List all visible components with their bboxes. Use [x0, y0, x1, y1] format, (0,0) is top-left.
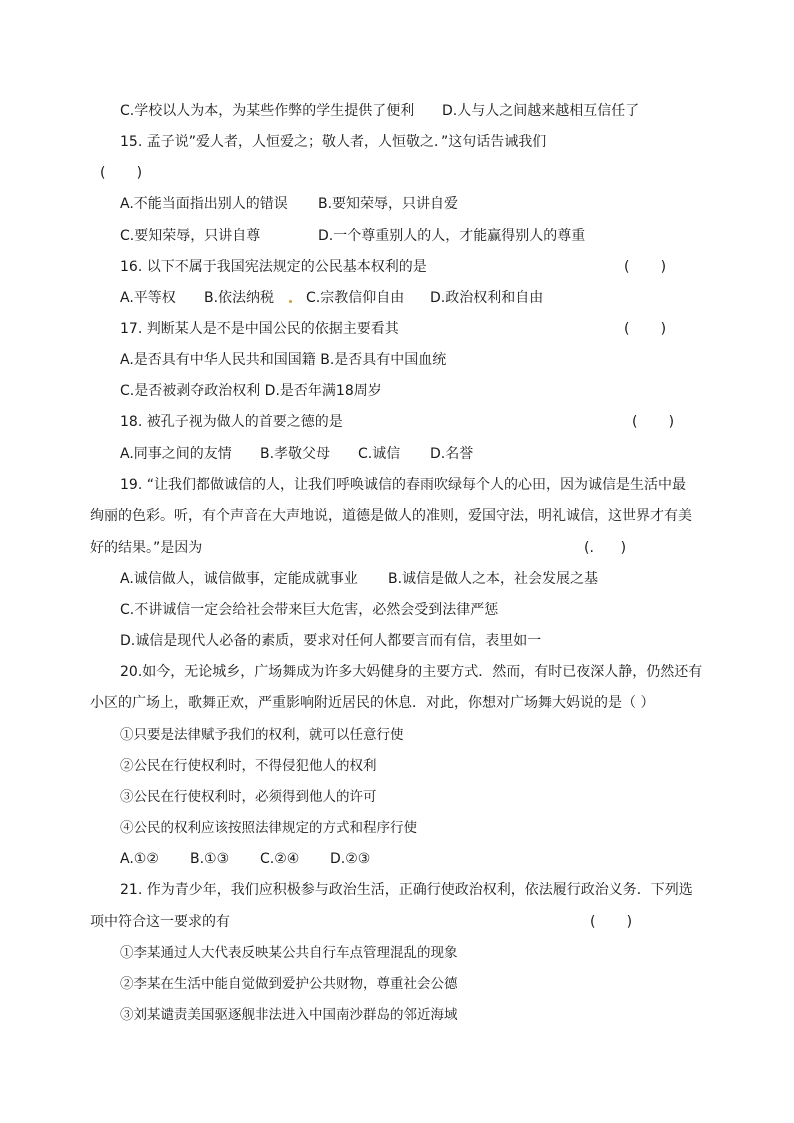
q21-stem-line-1: 21. 作为青少年，我们应积极参与政治生活，正确行使政治权利，依法履行政治义务．下列选	[120, 882, 693, 898]
q20-statement-2: ②公民在行使权利时，不得侵犯他人的权利	[120, 758, 377, 774]
q15-option-d: D.一个尊重别人的人，才能赢得别人的尊重	[318, 228, 586, 244]
q15-stem: 15. 孟子说”爱人者，人恒爱之；敬人者，人恒敬之．”这句话告诫我们	[120, 134, 547, 150]
q20-option-c: C.②④	[260, 851, 300, 867]
q16-option-b: B.依法纳税	[204, 290, 275, 306]
q19-answer-paren: (. )	[584, 540, 627, 556]
q20-statement-4: ④公民的权利应该按照法律规定的方式和程序行使	[120, 820, 417, 836]
q17-stem: 17. 判断某人是不是中国公民的依据主要看其	[120, 321, 399, 337]
q18-option-c: C.诚信	[358, 446, 401, 462]
q20-option-d: D.②③	[330, 851, 371, 867]
q15-answer-paren: ( )	[100, 165, 143, 181]
q16-option-d: D.政治权利和自由	[430, 290, 544, 306]
q14-option-c: C.学校以人为本，为某些作弊的学生提供了便利	[120, 103, 415, 119]
q18-option-d: D.名誉	[430, 446, 474, 462]
q15-option-b: B.要知荣辱，只讲自爱	[318, 196, 459, 212]
q19-stem-line-3: 好的结果。”是因为	[90, 540, 203, 556]
q19-option-c: C.不讲诚信一定会给社会带来巨大危害，必然会受到法律严惩	[120, 602, 499, 618]
q19-option-b: B.诚信是做人之本，社会发展之基	[388, 571, 599, 587]
q21-statement-1: ①李某通过人大代表反映某公共自行车点管理混乱的现象	[120, 945, 458, 961]
q14-option-d: D.人与人之间越来越相互信任了	[442, 103, 640, 119]
q18-stem: 18. 被孔子视为做人的首要之德的是	[120, 414, 343, 430]
q18-option-a: A.同事之间的友情	[120, 446, 232, 462]
q17-options-cd: C.是否被剥夺政治权利 D.是否年满18周岁	[120, 383, 382, 399]
q17-options-ab: A.是否具有中华人民共和国国籍 B.是否具有中国血统	[120, 352, 447, 368]
q16-option-a: A.平等权	[120, 290, 176, 306]
q18-answer-paren: ( )	[632, 414, 675, 430]
q16-stem: 16. 以下不属于我国宪法规定的公民基本权利的是	[120, 259, 427, 275]
q20-stem-line-1: 20.如今，无论城乡，广场舞成为许多大妈健身的主要方式．然而，有时已夜深人静，仍然还有	[120, 664, 703, 680]
q17-answer-paren: ( )	[624, 321, 667, 337]
q21-stem-line-2: 项中符合这一要求的有	[90, 914, 230, 930]
q19-option-d: D.诚信是现代人必备的素质，要求对任何人都要言而有信，表里如一	[120, 633, 542, 649]
q21-answer-paren: ( )	[590, 914, 633, 930]
q18-option-b: B.孝敬父母	[260, 446, 331, 462]
q16-option-c: C.宗教信仰自由	[306, 290, 405, 306]
q21-statement-2: ②李某在生活中能自觉做到爱护公共财物，尊重社会公德	[120, 976, 458, 992]
q19-stem-line-2: 绚丽的色彩。听，有个声音在大声地说，道德是做人的准则，爱国守法，明礼诚信，这世界才有美	[90, 508, 692, 524]
q20-stem-line-2: 小区的广场上，歌舞正欢，严重影响附近居民的休息．对此，你想对广场舞大妈说的是（ ）	[90, 695, 655, 711]
q20-statement-3: ③公民在行使权利时，必须得到他人的许可	[120, 789, 377, 805]
q20-option-a: A.①②	[120, 851, 159, 867]
q15-option-a: A.不能当面指出别人的错误	[120, 196, 288, 212]
stray-dot-mark	[289, 300, 292, 303]
q21-statement-3: ③刘某谴责美国驱逐舰非法进入中国南沙群岛的邻近海域	[120, 1007, 458, 1023]
q16-answer-paren: ( )	[624, 259, 667, 275]
q19-option-a: A.诚信做人，诚信做事，定能成就事业	[120, 571, 358, 587]
q20-option-b: B.①③	[190, 851, 230, 867]
q15-option-c: C.要知荣辱，只讲自尊	[120, 228, 261, 244]
q19-stem-line-1: 19. “让我们都做诚信的人，让我们呼唤诚信的春雨吹绿每个人的心田，因为诚信是生活中最	[120, 477, 686, 493]
q20-statement-1: ①只要是法律赋予我们的权利，就可以任意行使	[120, 727, 404, 743]
